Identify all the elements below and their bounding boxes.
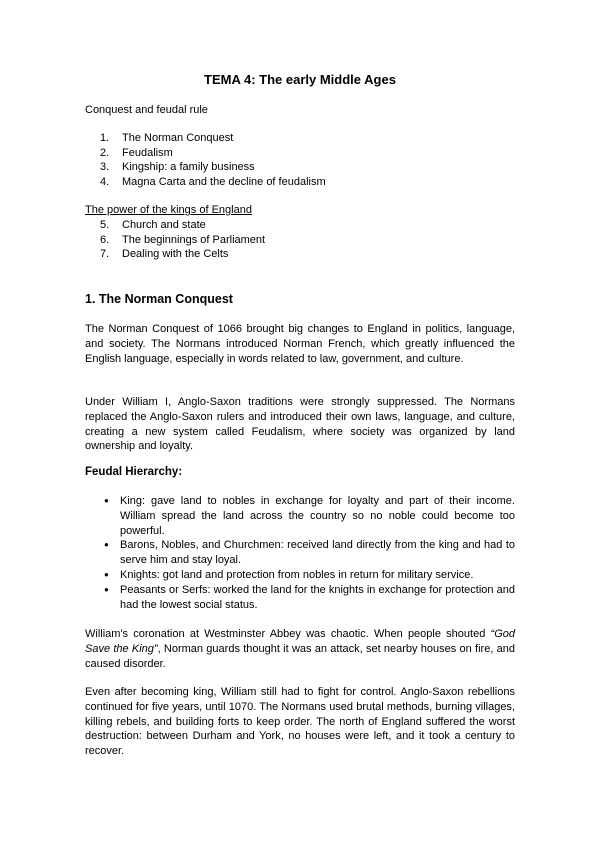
bullet-item-peasants: ● Peasants or Serfs: worked the land for the knights in exchange for protection and had the lowest social status. <box>100 583 515 613</box>
list-number: 4. <box>100 176 110 189</box>
coronation-quote: “God Save the King” <box>85 628 515 655</box>
list-number: 7. <box>100 248 110 261</box>
list-item <box>100 233 265 248</box>
list-item <box>100 146 326 161</box>
paragraph-intro: The Norman Conquest of 1066 brought big changes to England in politics, language, and society. The Normans introduced Norman French, which greatly influenced the English language, especially in words related to law, government, and culture. <box>85 323 515 365</box>
list-text: The beginnings of Parliament <box>122 233 266 246</box>
section-heading-norman-conquest: 1. The Norman Conquest <box>85 292 233 306</box>
topic-list-2 <box>100 218 265 262</box>
list-number: 5. <box>100 219 110 231</box>
list-number: 3. <box>100 161 110 174</box>
list-text: Magna Carta and the decline of feudalism <box>122 176 326 189</box>
document-subtitle: Conquest and feudal rule <box>85 104 208 116</box>
subheading-feudal-hierarchy: Feudal Hierarchy: <box>85 466 183 478</box>
list-item <box>100 218 265 233</box>
list-number: 2. <box>100 146 110 159</box>
coronation-text-start: William's coronation at Westminster Abbey was chaotic. When people shouted <box>85 628 491 640</box>
list-item <box>100 131 326 146</box>
list-item <box>100 247 265 262</box>
list-text: Feudalism <box>122 146 173 159</box>
list-item <box>100 160 326 175</box>
bullet-item-barons: ● Barons, Nobles, and Churchmen: received land directly from the king and had to serve him and stay loyal. <box>100 538 515 568</box>
section-label-kings: The power of the kings of England <box>85 204 252 216</box>
paragraph-coronation <box>85 627 515 671</box>
list-number: 6. <box>100 233 110 246</box>
document-title: TEMA 4: The early Middle Ages <box>204 72 396 87</box>
list-text: Kingship: a family business <box>122 161 255 174</box>
bullet-item-knights: ● Knights: got land and protection from nobles in return for military service. <box>100 568 515 583</box>
list-text: Dealing with the Celts <box>122 248 229 261</box>
bullet-item-king: ● King: gave land to nobles in exchange for loyalty and part of their income. William spread the land across the country so no noble could become too powerful. <box>100 494 515 538</box>
feudal-hierarchy-list <box>100 494 515 612</box>
coronation-text-end: , Norman guards thought it was an attack, set nearby houses on fire, and caused disorder. <box>85 642 516 670</box>
list-number: 1. <box>100 132 110 144</box>
list-text: The Norman Conquest <box>122 132 234 144</box>
paragraph-william: Under William I, Anglo-Saxon traditions were strongly suppressed. The Normans replaced the Anglo-Saxon rulers and introduced their own laws, language, and culture, creating a new system called Feudalism, where society was organized by land ownership and loyalty. <box>85 396 515 453</box>
list-item <box>100 175 326 190</box>
list-text: Church and state <box>122 219 206 231</box>
topic-list-1 <box>100 131 326 190</box>
paragraph-rebellions: Even after becoming king, William still had to fight for control. Anglo-Saxon rebellions continued for five years, until 1070. The Normans used brutal methods, burning villages, killing rebels, and building forts to keep order. The north of England suffered the worst destruction: between Durham and York, no houses were left, and it took a century to recover. <box>85 686 515 758</box>
